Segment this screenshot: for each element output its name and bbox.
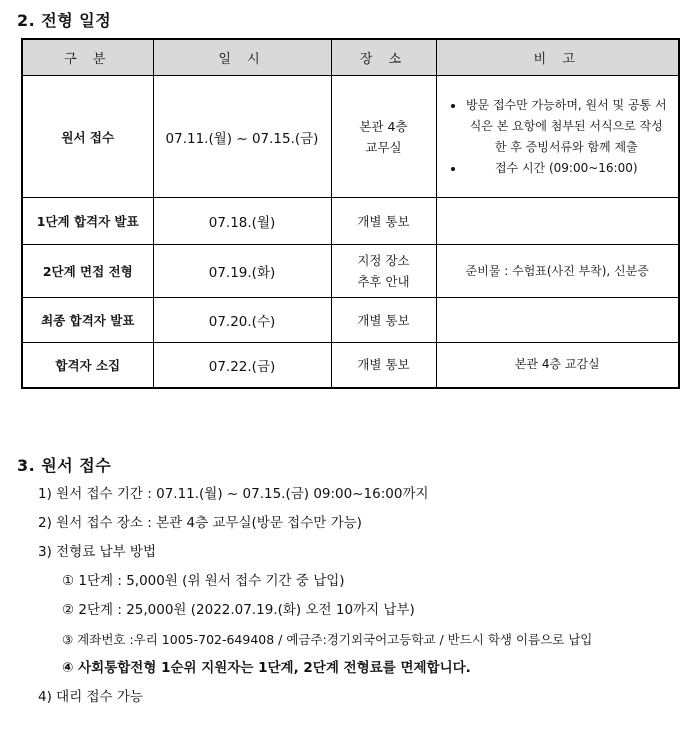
row-place [331,76,436,198]
schedule-header-row [22,39,679,76]
table-row [22,245,679,298]
header-place: 장 소 [331,39,436,76]
list-item: ③ 계좌번호 :우리 1005-702-649408 / 예금주:경기외국어고등학교 / 반드시 학생 이름으로 납입 [62,632,593,647]
row-date: 07.18.(월) [153,198,331,245]
row-note: 준비물 : 수험표(사진 부착), 신분증 [436,245,679,298]
header-datetime: 일 시 [153,39,331,76]
list-item: ④ 사회통합전형 1순위 지원자는 1단계, 2단계 전형료를 면제합니다. [62,660,471,676]
table-row [22,343,679,388]
table-row [22,76,679,198]
row-note: 본관 4층 교감실 [436,343,679,388]
row-category: 1단계 합격자 발표 [22,198,153,245]
list-item: ① 1단계 : 5,000원 (위 원서 접수 기간 중 납입) [62,573,345,589]
section-2-title: 2. 전형 일정 [17,11,112,30]
note-bullet: • 접수 시간 (09:00~16:00) [465,158,669,179]
row-note [436,76,679,198]
row-date: 07.19.(화) [153,245,331,298]
row-place: 개별 통보 [331,343,436,388]
place-line: 추후 안내 [357,274,410,289]
row-place: 개별 통보 [331,298,436,343]
header-note: 비 고 [436,39,679,76]
row-category: 최종 합격자 발표 [22,298,153,343]
row-category: 합격자 소집 [22,343,153,388]
place-line: 교무실 [365,139,402,155]
row-date: 07.22.(금) [153,343,331,388]
place-line: 본관 4층 [359,118,408,134]
note-bullet: • 방문 접수만 가능하며, 원서 및 공통 서식은 본 요항에 첨부된 서식으로 작성한 후 증빙서류와 함께 제출 [465,95,669,158]
row-place [331,245,436,298]
list-item: 3) 전형료 납부 방법 [38,544,157,560]
row-date: 07.20.(수) [153,298,331,343]
list-item: 1) 원서 접수 기간 : 07.11.(월) ~ 07.15.(금) 09:00~16:00까지 [38,486,429,502]
row-category: 2단계 면접 전형 [22,245,153,298]
place-line: 지정 장소 [357,253,410,268]
row-place: 개별 통보 [331,198,436,245]
table-row [22,198,679,245]
list-item: ② 2단계 : 25,000원 (2022.07.19.(화) 오전 10까지 납부) [62,602,415,618]
list-item: 2) 원서 접수 장소 : 본관 4층 교무실(방문 접수만 가능) [38,515,362,531]
table-row [22,298,679,343]
application-info-list [38,480,592,712]
row-date: 07.11.(월) ~ 07.15.(금) [153,76,331,198]
row-category: 원서 접수 [22,76,153,198]
schedule-table [21,38,680,389]
list-item: 4) 대리 접수 가능 [38,689,143,705]
row-note [436,198,679,245]
row-note [436,298,679,343]
section-3-title: 3. 원서 접수 [17,456,112,475]
header-category: 구 분 [22,39,153,76]
